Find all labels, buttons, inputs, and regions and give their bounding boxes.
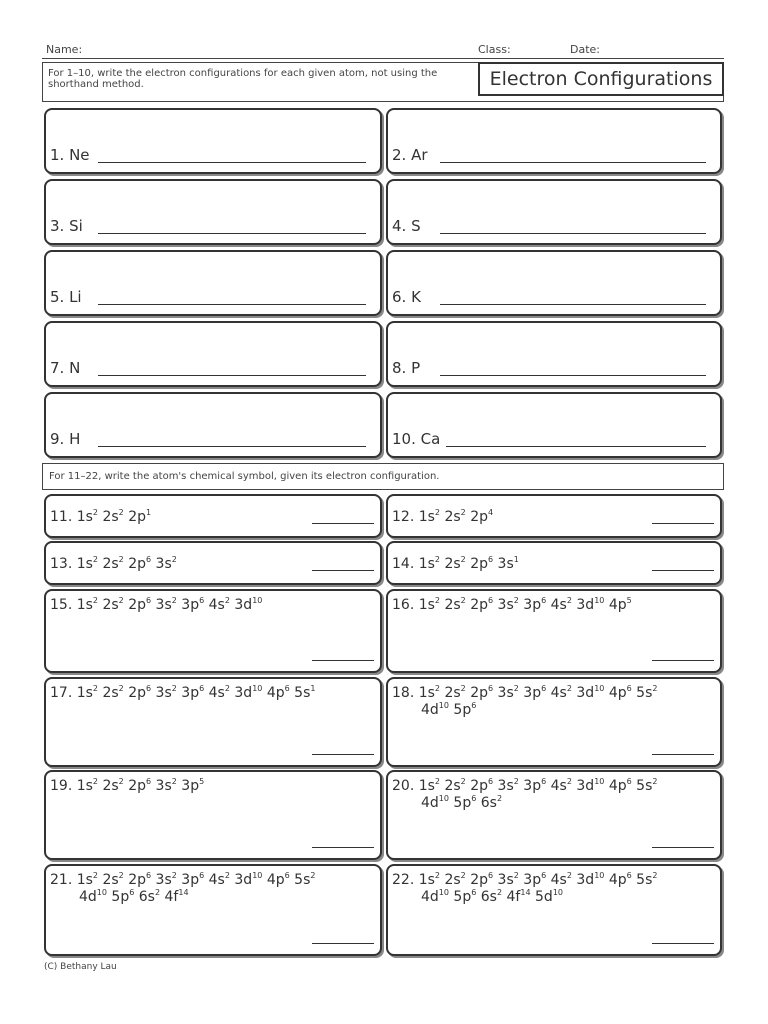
- question-number: 18.: [392, 685, 419, 701]
- electron-configuration: 14. $1s^2$ $2s^2$ $2p^6$ $3s^1$: [392, 555, 519, 572]
- electron-configuration: 22. $1s^2$ $2s^2$ $2p^6$ $3s^2$ $3p^6$ $4s^2$ $3d^{10}$ $4p^6$ $5s^2$ $4d^{10}$ $5p^6$ $6s^2$ $4f^{14}$ $5d^{10}$: [392, 871, 658, 905]
- question-box: [386, 541, 722, 585]
- configuration-continued: $4d^{10}$ $5p^6$: [421, 701, 477, 718]
- question-number: 19.: [50, 778, 77, 794]
- answer-line[interactable]: [312, 660, 374, 661]
- answer-line[interactable]: [312, 754, 374, 755]
- answer-line[interactable]: [312, 523, 374, 524]
- question-number: 17.: [50, 685, 77, 701]
- question-number: 13.: [50, 556, 77, 572]
- question-box: [44, 179, 382, 245]
- answer-line[interactable]: [312, 943, 374, 944]
- question-number: 15.: [50, 597, 77, 613]
- electron-configuration: 12. $1s^2$ $2s^2$ $2p^4$: [392, 508, 494, 525]
- page-title: Electron Configurations: [478, 62, 724, 96]
- answer-line[interactable]: [652, 523, 714, 524]
- answer-line[interactable]: [652, 754, 714, 755]
- electron-configuration: 20. $1s^2$ $2s^2$ $2p^6$ $3s^2$ $3p^6$ $4s^2$ $3d^{10}$ $4p^6$ $5s^2$ $4d^{10}$ $5p^6$ $6s^2$: [392, 777, 658, 811]
- question-label: 4. S: [392, 217, 421, 235]
- answer-line[interactable]: [440, 162, 706, 163]
- configuration-continued: $4d^{10}$ $5p^6$ $6s^2$ $4f^{14}$ $5d^{10}$: [421, 888, 563, 905]
- question-box: [44, 541, 382, 585]
- date-label: Date:: [570, 43, 600, 56]
- question-number: 12.: [392, 509, 419, 525]
- answer-line[interactable]: [440, 233, 706, 234]
- copyright: (C) Bethany Lau: [44, 962, 117, 972]
- answer-line[interactable]: [312, 570, 374, 571]
- question-box: [44, 677, 382, 767]
- question-label: 2. Ar: [392, 146, 428, 164]
- question-label: 8. P: [392, 359, 421, 377]
- instructions-part1: For 1–10, write the electron configurations for each given atom, not using the shorthand method.: [48, 68, 438, 90]
- class-label: Class:: [478, 43, 511, 56]
- question-label: 1. Ne: [50, 146, 90, 164]
- question-box: [386, 494, 722, 538]
- question-box: [44, 494, 382, 538]
- question-box: [44, 589, 382, 673]
- answer-line[interactable]: [446, 446, 706, 447]
- instructions-part2-box: [42, 463, 724, 490]
- instructions-part2: For 11–22, write the atom's chemical symbol, given its electron configuration.: [49, 471, 440, 482]
- answer-line[interactable]: [312, 847, 374, 848]
- question-number: 16.: [392, 597, 419, 613]
- answer-line[interactable]: [440, 375, 706, 376]
- question-box: [44, 108, 382, 174]
- question-box: [44, 321, 382, 387]
- answer-line[interactable]: [652, 660, 714, 661]
- electron-configuration: 18. $1s^2$ $2s^2$ $2p^6$ $3s^2$ $3p^6$ $4s^2$ $3d^{10}$ $4p^6$ $5s^2$ $4d^{10}$ $5p^6$: [392, 684, 658, 718]
- question-box: [386, 589, 722, 673]
- question-box: [44, 392, 382, 458]
- electron-configuration: 11. $1s^2$ $2s^2$ $2p^1$: [50, 508, 152, 525]
- question-box: [44, 864, 382, 956]
- question-label: 9. H: [50, 430, 81, 448]
- answer-line[interactable]: [98, 162, 366, 163]
- question-box: [44, 250, 382, 316]
- question-label: 6. K: [392, 288, 421, 306]
- answer-line[interactable]: [652, 847, 714, 848]
- question-box: [386, 770, 722, 860]
- answer-line[interactable]: [98, 233, 366, 234]
- electron-configuration: 16. $1s^2$ $2s^2$ $2p^6$ $3s^2$ $3p^6$ $4s^2$ $3d^{10}$ $4p^5$: [392, 596, 632, 613]
- question-box: [386, 677, 722, 767]
- question-label: 3. Si: [50, 217, 83, 235]
- name-label: Name:: [46, 43, 83, 56]
- question-box: [386, 108, 722, 174]
- question-box: [386, 250, 722, 316]
- configuration-continued: $4d^{10}$ $5p^6$ $6s^2$: [421, 794, 503, 811]
- answer-line[interactable]: [440, 304, 706, 305]
- electron-configuration: 15. $1s^2$ $2s^2$ $2p^6$ $3s^2$ $3p^6$ $4s^2$ $3d^{10}$: [50, 596, 263, 613]
- question-number: 14.: [392, 556, 419, 572]
- question-number: 11.: [50, 509, 77, 525]
- answer-line[interactable]: [98, 375, 366, 376]
- question-number: 22.: [392, 872, 419, 888]
- question-box: [386, 864, 722, 956]
- answer-line[interactable]: [98, 446, 366, 447]
- question-label: 10. Ca: [392, 430, 441, 448]
- header-rule: [42, 58, 724, 59]
- question-box: [386, 321, 722, 387]
- question-number: 20.: [392, 778, 419, 794]
- electron-configuration: 19. $1s^2$ $2s^2$ $2p^6$ $3s^2$ $3p^5$: [50, 777, 205, 794]
- question-label: 5. Li: [50, 288, 82, 306]
- answer-line[interactable]: [652, 943, 714, 944]
- question-box: [386, 179, 722, 245]
- question-box: [44, 770, 382, 860]
- electron-configuration: 17. $1s^2$ $2s^2$ $2p^6$ $3s^2$ $3p^6$ $4s^2$ $3d^{10}$ $4p^6$ $5s^1$: [50, 684, 316, 701]
- question-box: [386, 392, 722, 458]
- configuration-continued: $4d^{10}$ $5p^6$ $6s^2$ $4f^{14}$: [79, 888, 189, 905]
- answer-line[interactable]: [652, 570, 714, 571]
- question-label: 7. N: [50, 359, 81, 377]
- answer-line[interactable]: [98, 304, 366, 305]
- electron-configuration: 21. $1s^2$ $2s^2$ $2p^6$ $3s^2$ $3p^6$ $4s^2$ $3d^{10}$ $4p^6$ $5s^2$ $4d^{10}$ $5p^6$ $6s^2$ $4f^{14}$: [50, 871, 316, 905]
- question-number: 21.: [50, 872, 77, 888]
- electron-configuration: 13. $1s^2$ $2s^2$ $2p^6$ $3s^2$: [50, 555, 177, 572]
